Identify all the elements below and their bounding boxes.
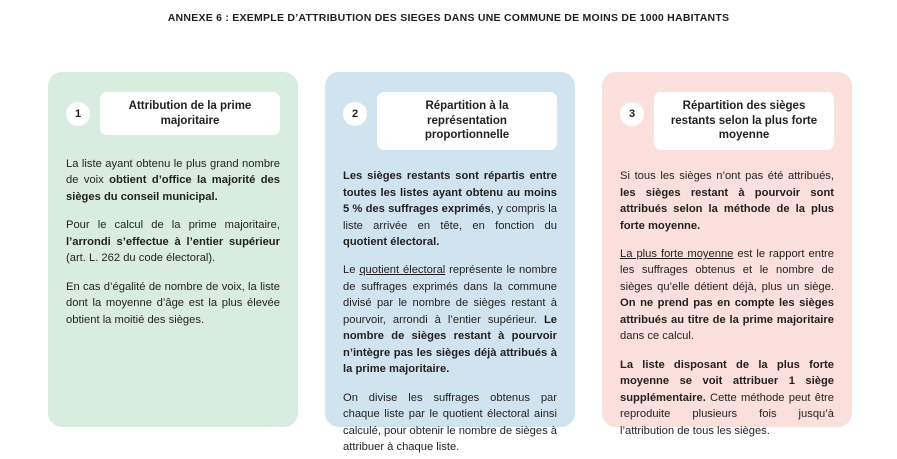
card-step-1 (48, 72, 298, 427)
card-2-body (343, 168, 557, 455)
card-2-heading: Répartition à la représentation proportionnelle (377, 92, 557, 150)
card-3-header (620, 92, 834, 150)
card-1-body (66, 156, 280, 328)
text-run: obtient d’office la majorité des sièges du conseil municipal. (66, 174, 281, 203)
text-run: La liste disposant de la plus forte moyenne se voit attribuer 1 siège supplémentaire. (620, 358, 834, 404)
card-step-3 (602, 72, 852, 437)
text-run: Les sièges restants sont répartis entre toutes les listes ayant obtenu au moins 5 % des suffrages exprimés (343, 170, 557, 216)
paragraph (66, 217, 280, 266)
text-run: Si tous les sièges n’ont pas été attribués, (620, 170, 834, 183)
step-number-badge: 2 (343, 102, 367, 126)
paragraph (66, 279, 280, 328)
paragraph (620, 168, 834, 234)
text-run: dans ce calcul. (620, 330, 695, 343)
paragraph (66, 156, 280, 205)
cards-container (48, 72, 852, 453)
paragraph (620, 357, 834, 439)
text-run: est le rapport entre les suffrages obtenus et le nombre de sièges qu’elle détient déjà, plus un siège. (620, 247, 835, 293)
step-number-badge: 3 (620, 102, 644, 126)
text-run: (art. L. 262 du code électoral). (66, 252, 216, 265)
text-run: Le nombre de sièges restant à pourvoir n’intègre pas les sièges déjà attribués à la prime majoritaire. (343, 313, 557, 376)
text-run: quotient électoral. (343, 235, 440, 248)
card-2-header (343, 92, 557, 150)
text-run: On ne prend pas en compte les sièges attribués au titre de la prime majoritaire (620, 297, 834, 326)
paragraph (620, 246, 834, 345)
text-run: les sièges restant à pourvoir sont attribués selon la méthode de la plus forte moyenne. (620, 186, 834, 232)
text-run: Cette méthode peut être reproduite plusieurs fois jusqu’à l’attribution de tous les sièges. (620, 391, 834, 437)
card-step-2 (325, 72, 575, 453)
card-1-header (66, 92, 280, 138)
page-title: ANNEXE 6 : EXEMPLE D’ATTRIBUTION DES SIEGES DANS UNE COMMUNE DE MOINS DE 1000 HABITANTS (167, 12, 730, 24)
paragraph (343, 168, 557, 250)
card-1-heading: Attribution de la prime majoritaire (100, 92, 280, 135)
paragraph (343, 390, 557, 456)
text-run: La plus forte moyenne (620, 247, 734, 260)
text-run: quotient électoral (359, 264, 446, 277)
card-3-body (620, 168, 834, 439)
text-run: , y compris la liste arrivée en tête, en fonction du (343, 203, 558, 232)
text-run: La liste ayant obtenu le plus grand nombre de voix (66, 158, 280, 187)
text-run: représente le nombre de suffrages exprimés dans la commune divisé par le nombre de sièges restant à pourvoir, arrondi à l’entier supérieur. (343, 264, 557, 326)
paragraph (343, 262, 557, 377)
card-3-heading: Répartition des sièges restants selon la plus forte moyenne (654, 92, 834, 150)
text-run: En cas d’égalité de nombre de voix, la liste dont la moyenne d’âge est la plus élevée obtient la moitié des sièges. (66, 280, 280, 326)
text-run: Pour le calcul de la prime majoritaire, (66, 219, 280, 232)
text-run: Le (343, 264, 360, 277)
text-run: l’arrondi s’effectue à l’entier supérieur (66, 235, 280, 248)
text-run: On divise les suffrages obtenus par chaque liste par le quotient électoral ainsi calculé, pour obtenir le nombre de sièges à attribuer à chaque liste. (343, 391, 557, 453)
step-number-badge: 1 (66, 102, 90, 126)
